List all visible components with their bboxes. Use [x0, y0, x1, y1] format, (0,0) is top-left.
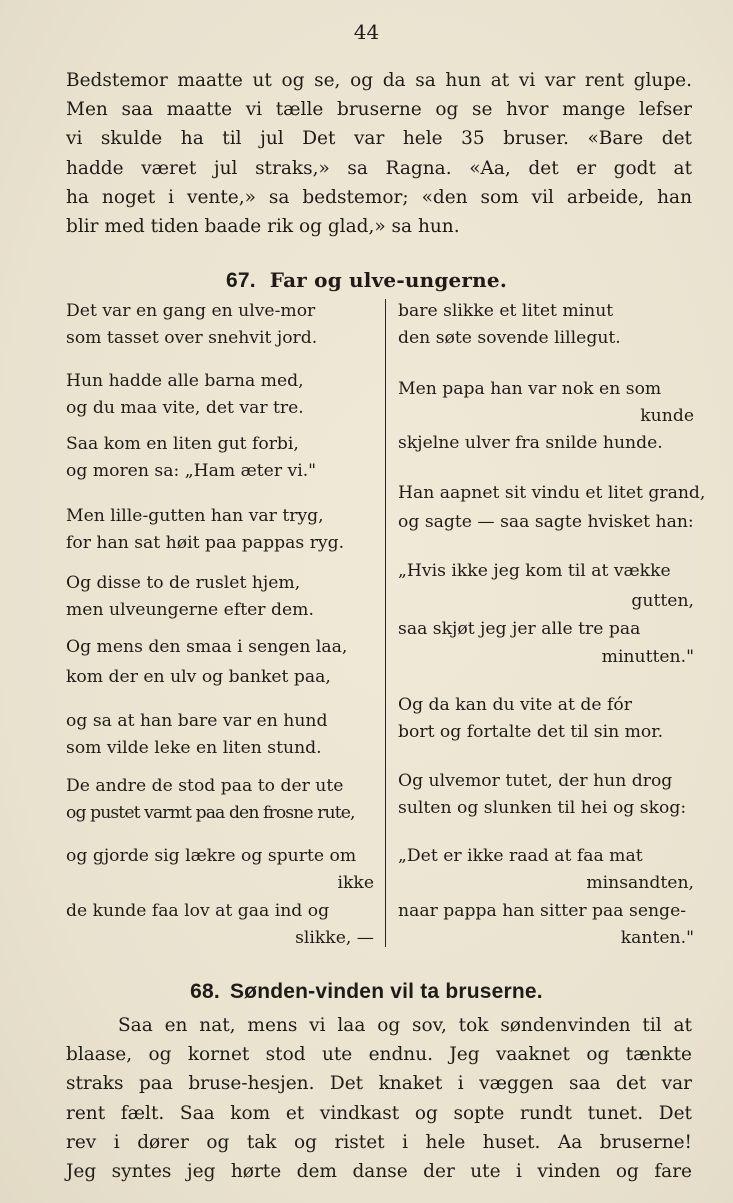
poem-line: Og disse to de ruslet hjem, [66, 573, 301, 593]
poem-line: de kunde faa lov at gaa ind og [66, 901, 330, 921]
poem-line: Hun hadde alle barna med, [66, 371, 304, 391]
poem-line: Men papa han var nok en som [398, 379, 662, 399]
section-68-heading [0, 980, 733, 1004]
section-number: 68. [190, 980, 220, 1003]
poem-line: den søte sovende lillegut. [398, 328, 621, 348]
poem-line: skjelne ulver fra snilde hunde. [398, 433, 663, 453]
poem-line: „Det er ikke raad at faa mat [398, 846, 643, 866]
poem-line: Det var en gang en ulve-mor [66, 301, 316, 321]
poem-line: Og ulvemor tutet, der hun drog [398, 771, 673, 791]
text-line: ha noget i vente,» sa bedstemor; «den som vil arbeide, han [66, 186, 692, 208]
text-line: Men saa maatte vi tælle bruserne og se hvor mange lefser [66, 99, 692, 121]
column-divider [385, 299, 386, 947]
poem-line: som tasset over snehvit jord. [66, 328, 318, 348]
text-line: blaase, og kornet stod ute endnu. Jeg vaaknet og tænkte [66, 1044, 692, 1066]
poem-line: og du maa vite, det var tre. [66, 398, 304, 418]
poem-line: ikke [337, 873, 374, 893]
text-line: rent fælt. Saa kom et vindkast og sopte rundt tunet. Det [66, 1102, 692, 1124]
intro-paragraph [66, 66, 692, 241]
poem-line: De andre de stod paa to der ute [66, 776, 344, 796]
poem-line: naar pappa han sitter paa senge- [398, 901, 687, 921]
poem-line: og moren sa: „Ham æter vi." [66, 461, 317, 481]
poem-line: som vilde leke en liten stund. [66, 738, 322, 758]
section-68-paragraph [66, 1011, 692, 1186]
section-number: 67. [226, 269, 256, 292]
poem-line: og gjorde sig lækre og spurte om [66, 846, 357, 866]
poem-line: kanten." [620, 928, 694, 948]
poem-line: slikke, — [295, 928, 374, 948]
text-line: rev i dører og tak og ristet i hele huset. Aa bruserne! [66, 1131, 692, 1153]
poem-line: kom der en ulv og banket paa, [66, 667, 331, 687]
poem-line: minutten." [601, 647, 694, 667]
page-number: 44 [353, 20, 380, 44]
poem-line: kunde [640, 406, 694, 426]
section-67-heading [0, 268, 733, 293]
text-line: Saa en nat, mens vi laa og sov, tok søndenvinden til at [118, 1015, 692, 1036]
poem-line: gutten, [631, 591, 694, 611]
poem-line: „Hvis ikke jeg kom til at vække [398, 561, 671, 581]
poem-line: og sa at han bare var en hund [66, 711, 328, 731]
poem-line: minsandten, [586, 873, 694, 893]
poem-line: saa skjøt jeg jer alle tre paa [398, 619, 641, 639]
text-line: Jeg syntes jeg hørte dem danse der ute i vinden og fare [66, 1161, 692, 1183]
poem-line: men ulveungerne efter dem. [66, 600, 314, 620]
poem-line: og pustet varmt paa den frosne rute, [66, 803, 355, 823]
poem-line: Og mens den smaa i sengen laa, [66, 637, 348, 657]
poem-line: Han aapnet sit vindu et litet grand, [398, 483, 706, 503]
poem-line: sulten og slunken til hei og skog: [398, 798, 687, 818]
text-line: vi skulde ha til jul Det var hele 35 bruser. «Bare det [66, 128, 692, 150]
poem-line: Og da kan du vite at de fór [398, 695, 632, 715]
text-line: hadde været jul straks,» sa Ragna. «Aa, det er godt at [66, 157, 692, 179]
text-line: blir med tiden baade rik og glad,» sa hun. [66, 216, 460, 238]
text-line: straks paa bruse-hesjen. Det knaket i væggen saa det var [66, 1073, 692, 1095]
section-title: Far og ulve-ungerne. [269, 268, 507, 292]
section-title: Sønden-vinden vil ta bruserne. [229, 980, 543, 1003]
poem-line: bare slikke et litet minut [398, 301, 614, 321]
poem-line: bort og fortalte det til sin mor. [398, 722, 664, 742]
poem-line: Saa kom en liten gut forbi, [66, 434, 299, 454]
text-line: Bedstemor maatte ut og se, og da sa hun at vi var rent glupe. [66, 70, 692, 91]
poem-line: og sagte — saa sagte hvisket han: [398, 512, 694, 532]
poem-line: Men lille-gutten han var tryg, [66, 506, 324, 526]
poem-line: for han sat høit paa pappas ryg. [66, 533, 345, 553]
